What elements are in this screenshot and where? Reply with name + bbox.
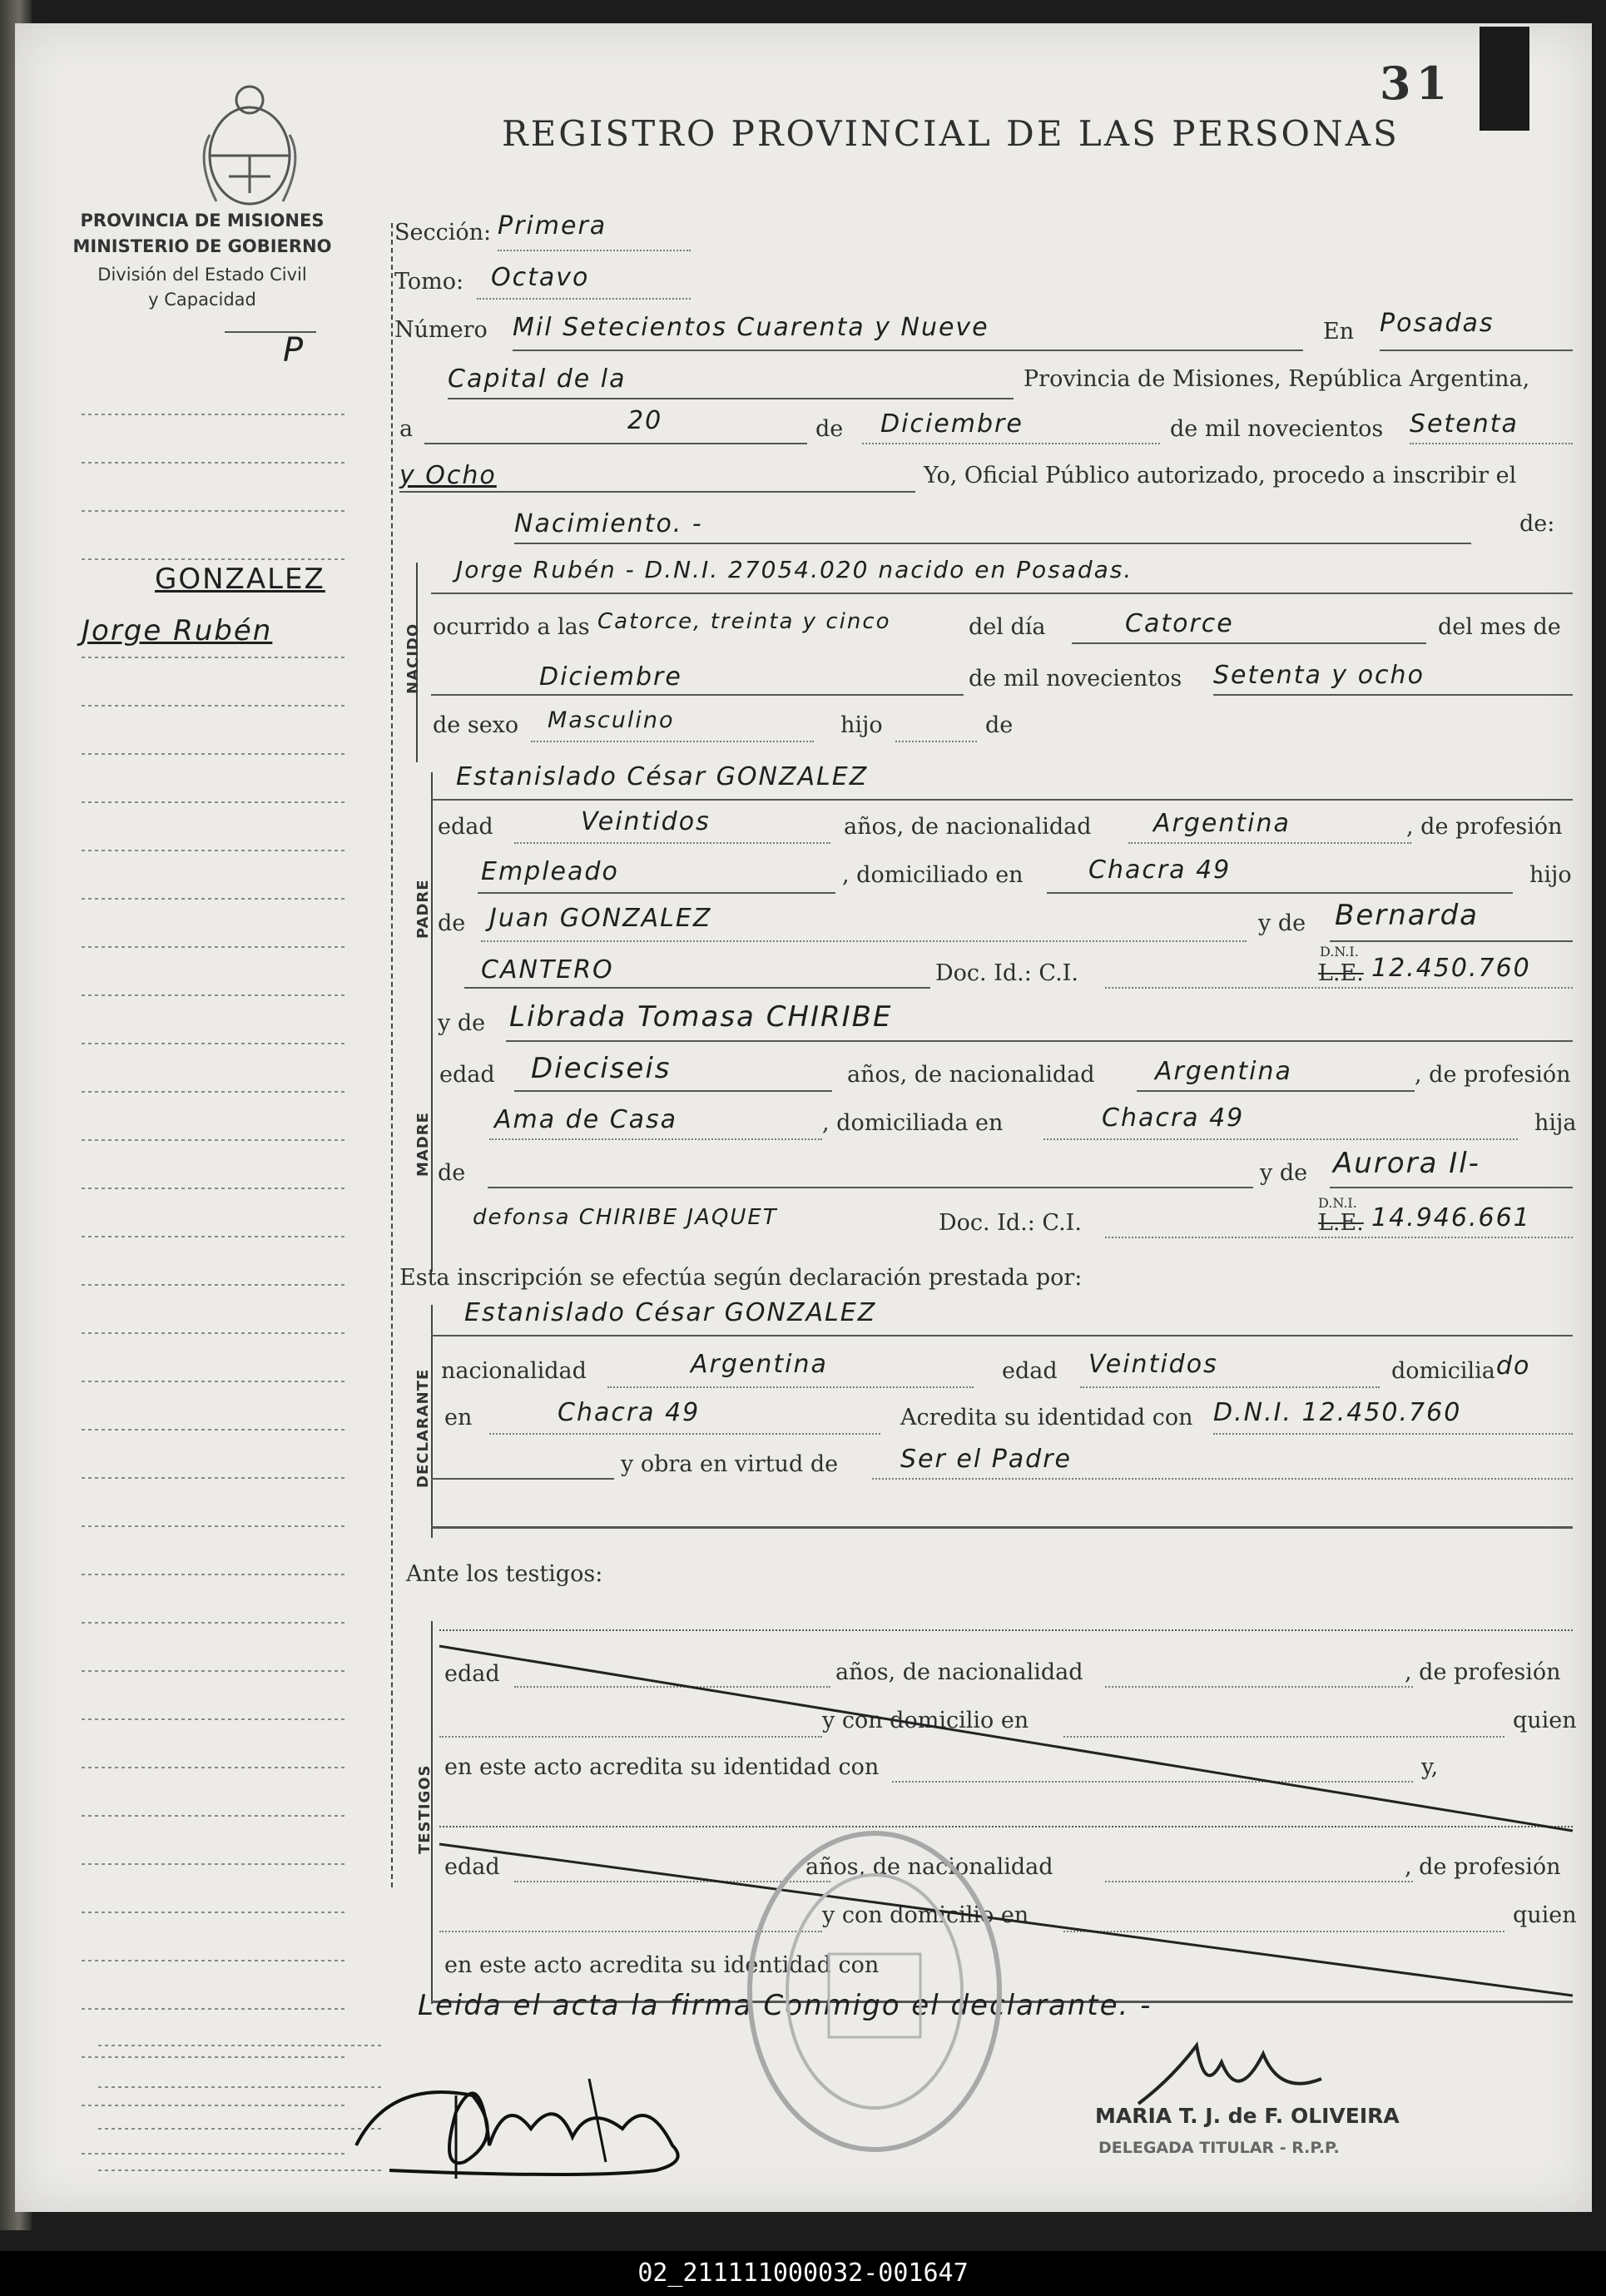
section-padre-label: PADRE <box>414 879 432 939</box>
field-madre-nombre: Librada Tomasa CHIRIBE <box>509 1000 893 1034</box>
label-padre-de: de <box>438 910 466 936</box>
label-testigo2-quien: quien <box>1513 1902 1577 1928</box>
label-de-colon: de: <box>1519 511 1555 537</box>
field-padre-dom: Chacra 49 <box>1088 855 1232 885</box>
field-padre-doc: 12.450.760 <box>1371 954 1531 983</box>
field-en: Posadas <box>1380 309 1494 338</box>
field-padre-nac: Argentina <box>1153 809 1291 838</box>
label-de-sexo: de sexo <box>433 712 519 738</box>
registry-page <box>15 23 1592 2212</box>
label-padre-anos-nac: años, de nacionalidad <box>844 814 1092 840</box>
field-anio-nac: Setenta y ocho <box>1213 661 1425 690</box>
field-abuelo-p: Juan GONZALEZ <box>489 904 712 933</box>
label-madre-doc: Doc. Id.: C.I. <box>939 1210 1082 1236</box>
label-de-mil-nov: de mil novecientos <box>969 666 1182 692</box>
field-acto: Nacimiento. - <box>514 509 703 538</box>
label-declarante-edad: edad <box>1002 1358 1058 1384</box>
field-padre-doc-sup: D.N.I. <box>1320 944 1359 960</box>
label-testigo1-profesion: , de profesión <box>1405 1659 1561 1685</box>
label-declarante-domicilia: domicilia <box>1391 1358 1495 1384</box>
label-madre-y-de: y de <box>438 1010 486 1036</box>
label-madre-hija: hija <box>1534 1110 1577 1136</box>
official-name: MARIA T. J. de F. OLIVEIRA <box>1095 2104 1400 2128</box>
field-padre-edad: Veintidos <box>581 807 711 836</box>
field-abuela-p-b: CANTERO <box>481 955 614 984</box>
label-del-mes-de: del mes de <box>1438 614 1561 640</box>
margin-given-name: Jorge Rubén <box>82 614 273 647</box>
label-madre-abuela-y-de: y de <box>1260 1160 1308 1186</box>
field-declarante-doc: D.N.I. 12.450.760 <box>1213 1398 1462 1427</box>
field-mes: Diciembre <box>880 409 1024 439</box>
label-testigo2-acredita: en este acto acredita su identidad con <box>444 1952 880 1978</box>
field-tomo: Octavo <box>491 263 590 292</box>
margin-surname: GONZALEZ <box>155 563 325 596</box>
ministry-label: MINISTERIO DE GOBIERNO <box>72 236 332 256</box>
field-declarante-obra: Ser el Padre <box>900 1445 1073 1474</box>
label-madre-edad: edad <box>439 1062 495 1088</box>
section-declarante-label: DECLARANTE <box>414 1368 432 1488</box>
field-declarante-dom-suffix: do <box>1496 1351 1531 1381</box>
label-ocurrido: ocurrido a las <box>433 614 590 640</box>
header-title: REGISTRO PROVINCIAL DE LAS PERSONAS <box>502 113 1400 154</box>
image-id-footer: 02_211111000032-001647 <box>0 2251 1606 2296</box>
label-testigo1-y: y, <box>1421 1754 1439 1780</box>
label-de-mil: de mil novecientos <box>1170 416 1384 442</box>
label-madre-de: de <box>438 1160 466 1186</box>
field-sexo: Masculino <box>548 707 675 733</box>
label-del-dia: del día <box>969 614 1046 640</box>
label-provincia: Provincia de Misiones, República Argentina, <box>1024 366 1530 392</box>
label-y-obra: y obra en virtud de <box>621 1451 839 1477</box>
label-testigo2-anos-nac: años, de nacionalidad <box>805 1854 1053 1880</box>
label-testigo1-anos-nac: años, de nacionalidad <box>835 1659 1083 1685</box>
page-number: 31 <box>1380 57 1453 110</box>
label-hijo: hijo <box>840 712 883 738</box>
label-testigo2-domicilio: y con domicilio en <box>822 1902 1029 1928</box>
field-madre-dom: Chacra 49 <box>1102 1103 1245 1133</box>
field-declarante-nombre: Estanislado César GONZALEZ <box>464 1298 877 1327</box>
field-madre-prof: Ama de Casa <box>494 1105 678 1134</box>
label-testigo1-edad: edad <box>444 1661 500 1687</box>
label-padre-doc: Doc. Id.: C.I. <box>935 960 1078 986</box>
field-capital: Capital de la <box>448 364 627 394</box>
label-acredita: Acredita su identidad con <box>900 1405 1193 1431</box>
label-madre-profesion: , de profesión <box>1415 1062 1571 1088</box>
section-testigos-label: TESTIGOS <box>416 1764 434 1854</box>
field-abuela-m-b: defonsa CHIRIBE JAQUET <box>473 1205 778 1230</box>
official-title: DELEGADA TITULAR - R.P.P. <box>1098 2139 1340 2157</box>
field-madre-nac: Argentina <box>1155 1057 1292 1086</box>
field-leida: Leida el acta la firma Conmigo el declarante. - <box>418 1989 1152 2022</box>
division-label: División del Estado Civil <box>97 265 307 285</box>
official-seal-icon <box>737 1813 1012 2170</box>
field-nacido-nombre: Jorge Rubén - D.N.I. 27054.020 nacido en Posadas. <box>456 556 1133 583</box>
field-dia-nac: Catorce <box>1125 609 1234 638</box>
handwritten-mark: P <box>283 331 305 369</box>
capacity-label: y Capacidad <box>148 290 256 310</box>
field-numero: Mil Setecientos Cuarenta y Nueve <box>513 313 989 342</box>
field-seccion: Primera <box>498 211 607 241</box>
field-declarante-en: Chacra 49 <box>558 1398 701 1427</box>
label-padre-edad: edad <box>438 814 493 840</box>
label-tomo: Tomo: <box>394 269 464 295</box>
label-madre-anos-nac: años, de nacionalidad <box>847 1062 1095 1088</box>
label-numero: Número <box>394 317 488 343</box>
label-padre-y-de: y de <box>1258 910 1306 936</box>
label-padre-hijo: hijo <box>1529 862 1572 888</box>
label-esta-inscripcion: Esta inscripción se efectúa según declaración prestada por: <box>399 1265 1083 1291</box>
field-declarante-edad: Veintidos <box>1088 1350 1218 1379</box>
field-dia: 20 <box>627 406 663 435</box>
label-testigo1-acredita: en este acto acredita su identidad con <box>444 1754 880 1780</box>
field-padre-doc-strike: L.E. <box>1318 960 1364 986</box>
label-de-mes: de <box>815 416 844 442</box>
field-anio-a: Setenta <box>1410 409 1519 439</box>
declarant-signature-icon <box>340 2046 722 2187</box>
label-testigo1-domicilio: y con domicilio en <box>822 1708 1029 1733</box>
label-domiciliado-en: , domiciliado en <box>842 862 1024 888</box>
section-madre-label: MADRE <box>414 1112 432 1177</box>
label-de-hijo: de <box>985 712 1014 738</box>
section-nacido-label: NACIDO <box>404 622 422 694</box>
label-declarante-en: en <box>444 1405 473 1431</box>
label-a: a <box>399 416 414 442</box>
label-testigo1-quien: quien <box>1513 1708 1577 1733</box>
label-declarante-nac: nacionalidad <box>441 1358 587 1384</box>
field-madre-doc-sup: D.N.I. <box>1318 1195 1357 1211</box>
label-domiciliada-en: , domiciliada en <box>822 1110 1004 1136</box>
field-padre-prof: Empleado <box>481 857 619 886</box>
label-seccion: Sección: <box>394 220 492 245</box>
field-madre-doc-strike: L.E. <box>1318 1210 1364 1236</box>
field-madre-doc: 14.946.661 <box>1371 1203 1531 1232</box>
field-abuela-p-a: Bernarda <box>1335 899 1480 932</box>
label-yo-oficial: Yo, Oficial Público autorizado, procedo a inscribir el <box>924 463 1517 488</box>
field-padre-nombre: Estanislado César GONZALEZ <box>456 762 869 791</box>
field-declarante-nac: Argentina <box>691 1350 828 1379</box>
field-mes-nac: Diciembre <box>539 662 682 692</box>
label-testigo2-edad: edad <box>444 1854 500 1880</box>
field-anio-b: y Ocho <box>399 461 497 490</box>
field-madre-edad: Dieciseis <box>531 1052 672 1085</box>
label-ante-testigos: Ante los testigos: <box>406 1561 603 1587</box>
label-en: En <box>1323 319 1355 345</box>
field-abuela-m-a: Aurora Il- <box>1333 1147 1480 1180</box>
label-padre-profesion: , de profesión <box>1406 814 1563 840</box>
province-label: PROVINCIA DE MISIONES <box>80 211 325 231</box>
field-hora: Catorce, treinta y cinco <box>597 609 891 634</box>
label-testigo2-profesion: , de profesión <box>1405 1854 1561 1880</box>
